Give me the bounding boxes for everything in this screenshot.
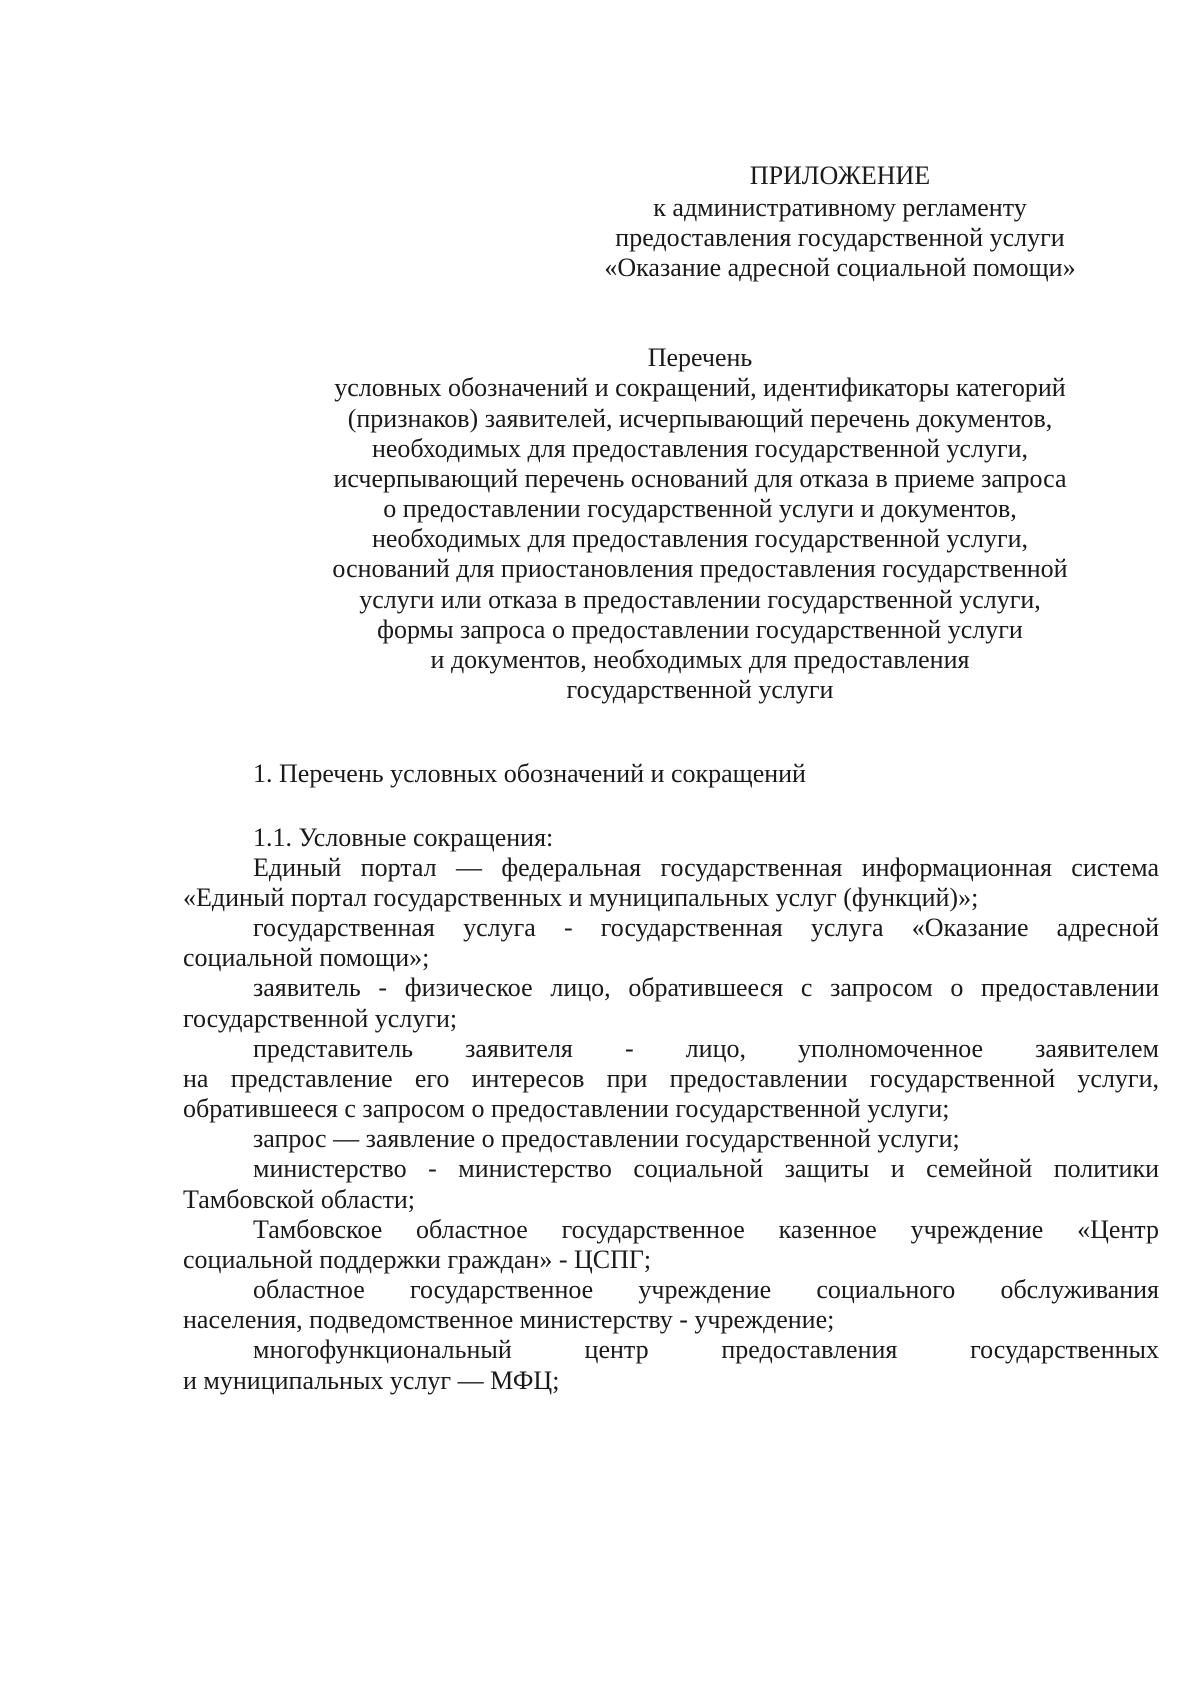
list-heading-line: (признаков) заявителей, исчерпывающий перечень документов, xyxy=(347,404,1053,433)
body-line: и муниципальных услуг — МФЦ; xyxy=(183,1366,560,1395)
body-line: заявитель - физическое лицо, обратившееся с запросом о предоставлении xyxy=(253,973,1159,1002)
list-heading-line: услуги или отказа в предоставлении государственной услуги, xyxy=(359,585,1041,614)
list-heading-line: и документов, необходимых для предоставления xyxy=(430,645,970,674)
body-line: на представление его интересов при предоставлении государственной услуги, xyxy=(183,1064,1159,1093)
list-heading-line: необходимых для предоставления государственной услуги, xyxy=(371,434,1029,463)
list-heading-line: условных обозначений и сокращений, идентификаторы категорий xyxy=(334,373,1066,402)
section-heading: 1. Перечень условных обозначений и сокращений xyxy=(253,759,806,788)
list-heading-line: оснований для приостановления предоставления государственной xyxy=(332,554,1068,583)
body-line: Тамбовской области; xyxy=(183,1185,415,1214)
body-line: представитель заявителя - лицо, уполномоченное заявителем xyxy=(253,1034,1159,1063)
list-heading-line: необходимых для предоставления государственной услуги, xyxy=(371,524,1029,553)
appendix-title: ПРИЛОЖЕНИЕ xyxy=(749,161,931,190)
body-line: социальной поддержки граждан» - ЦСПГ; xyxy=(183,1245,652,1274)
list-heading-line: формы запроса о предоставлении государственной услуги xyxy=(377,615,1023,644)
body-line: министерство - министерство социальной защиты и семейной политики xyxy=(253,1154,1159,1183)
body-line: государственной услуги; xyxy=(183,1004,458,1033)
body-line: государственная услуга - государственная услуга «Оказание адресной xyxy=(253,913,1159,942)
body-line: обратившееся с запросом о предоставлении государственной услуги; xyxy=(183,1094,950,1123)
body-line: областное государственное учреждение социального обслуживания xyxy=(253,1275,1159,1304)
body-line: Единый портал — федеральная государственная информационная система xyxy=(253,853,1159,882)
subsection-heading: 1.1. Условные сокращения: xyxy=(253,823,554,852)
appendix-line: предоставления государственной услуги xyxy=(615,223,1065,252)
body-line: социальной помощи»; xyxy=(183,943,430,972)
list-heading-line: государственной услуги xyxy=(566,675,834,704)
body-line: многофункциональный центр предоставления государственных xyxy=(253,1335,1159,1364)
list-heading-title: Перечень xyxy=(647,343,753,372)
body-line: Тамбовское областное государственное казенное учреждение «Центр xyxy=(253,1215,1159,1244)
appendix-line: к административному регламенту xyxy=(653,193,1027,222)
list-heading-line: исчерпывающий перечень оснований для отказа в приеме запроса xyxy=(333,464,1067,493)
body-line: «Единый портал государственных и муниципальных услуг (функций)»; xyxy=(183,883,979,912)
appendix-line: «Оказание адресной социальной помощи» xyxy=(604,253,1076,282)
list-heading-line: о предоставлении государственной услуги и документов, xyxy=(383,494,1017,523)
body-line: запрос — заявление о предоставлении государственной услуги; xyxy=(253,1124,960,1153)
body-line: населения, подведомственное министерству - учреждение; xyxy=(183,1305,835,1334)
